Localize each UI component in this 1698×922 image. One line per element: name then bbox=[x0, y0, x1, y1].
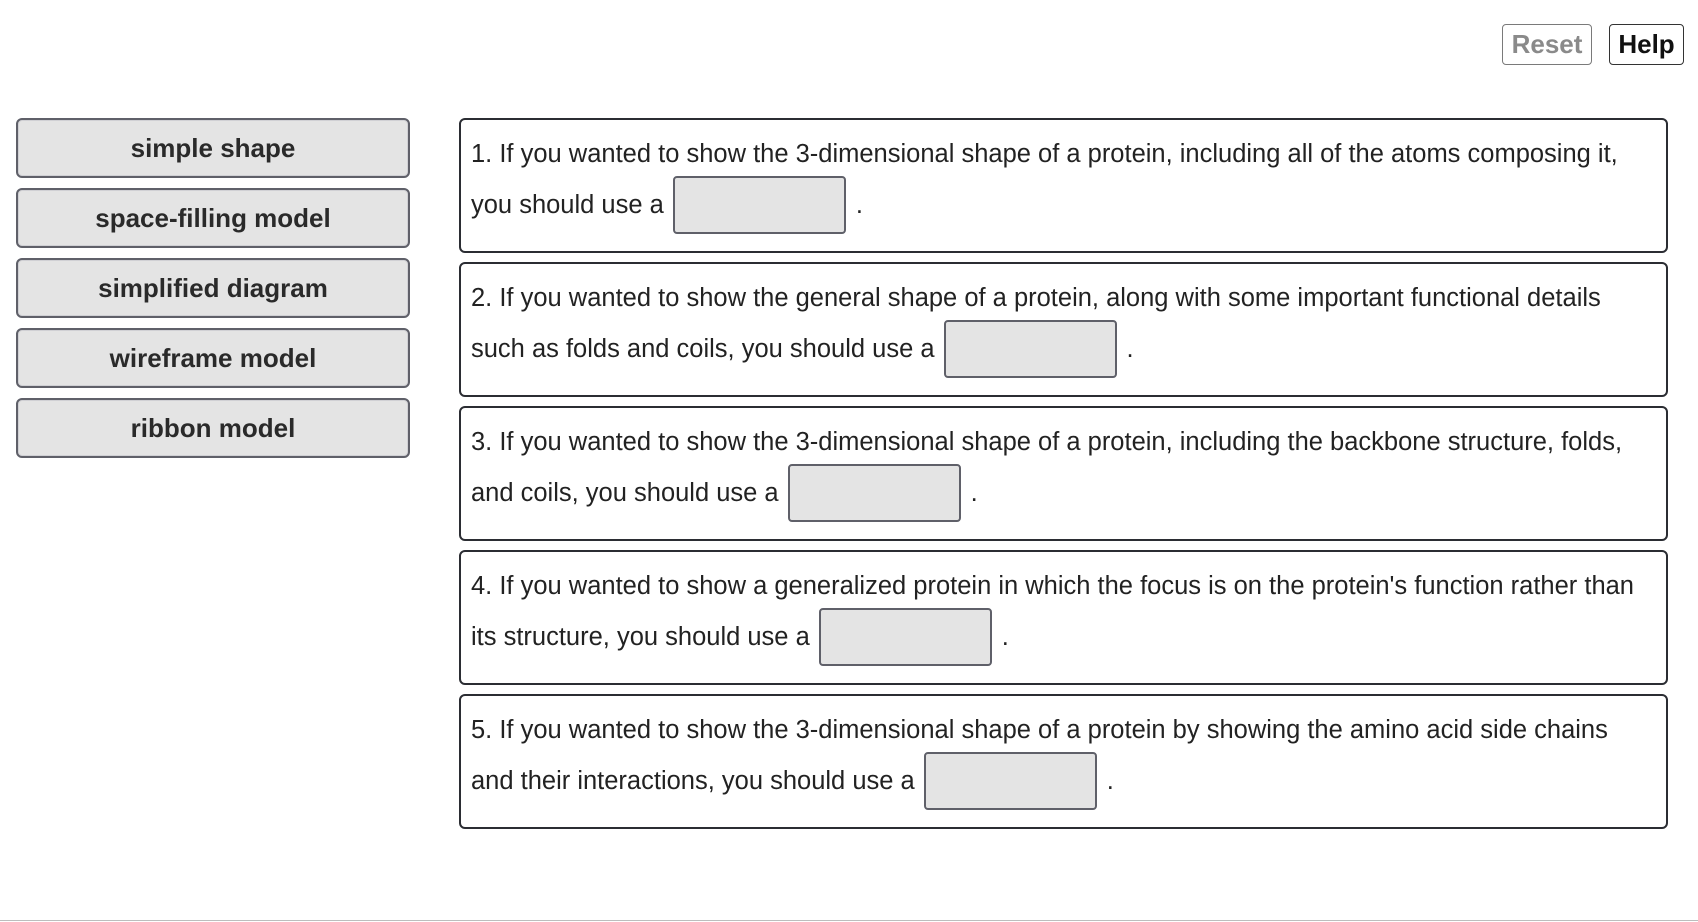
bottom-divider bbox=[0, 920, 1698, 921]
question-5 bbox=[459, 694, 1668, 829]
question-text: and coils, you should use a bbox=[471, 479, 779, 507]
toolbar bbox=[1502, 24, 1684, 65]
sentence-period: . bbox=[855, 191, 863, 219]
drop-target-5[interactable] bbox=[924, 752, 1097, 810]
drop-target-3[interactable] bbox=[788, 464, 961, 522]
question-text: 2. If you wanted to show the general shape of a protein, along with some important functional details bbox=[471, 284, 1601, 312]
question-text: 3. If you wanted to show the 3-dimensional shape of a protein, including the backbone structure, folds, bbox=[471, 428, 1623, 456]
question-text: 4. If you wanted to show a generalized protein in which the focus is on the protein's function rather than bbox=[471, 572, 1634, 600]
question-1 bbox=[459, 118, 1668, 253]
help-button[interactable]: Help bbox=[1609, 24, 1684, 65]
question-text: such as folds and coils, you should use a bbox=[471, 335, 935, 363]
draggable-term-simplified-diagram[interactable]: simplified diagram bbox=[16, 258, 410, 318]
draggable-term-space-filling-model[interactable]: space-filling model bbox=[16, 188, 410, 248]
draggable-term-simple-shape[interactable]: simple shape bbox=[16, 118, 410, 178]
answer-bank bbox=[16, 118, 410, 468]
drop-target-1[interactable] bbox=[673, 176, 846, 234]
reset-button[interactable]: Reset bbox=[1502, 24, 1592, 65]
drop-target-2[interactable] bbox=[944, 320, 1117, 378]
sentence-period: . bbox=[1126, 335, 1134, 363]
sentence-period: . bbox=[1106, 767, 1114, 795]
drop-target-4[interactable] bbox=[819, 608, 992, 666]
draggable-term-ribbon-model[interactable]: ribbon model bbox=[16, 398, 410, 458]
question-4 bbox=[459, 550, 1668, 685]
sentence-period: . bbox=[1001, 623, 1009, 651]
question-3 bbox=[459, 406, 1668, 541]
question-2 bbox=[459, 262, 1668, 397]
question-text: its structure, you should use a bbox=[471, 623, 810, 651]
question-text: and their interactions, you should use a bbox=[471, 767, 915, 795]
question-list bbox=[459, 118, 1668, 838]
question-text: 1. If you wanted to show the 3-dimensional shape of a protein, including all of the atoms composing it, bbox=[471, 140, 1618, 168]
draggable-term-wireframe-model[interactable]: wireframe model bbox=[16, 328, 410, 388]
sentence-period: . bbox=[970, 479, 978, 507]
question-text: you should use a bbox=[471, 191, 664, 219]
question-text: 5. If you wanted to show the 3-dimensional shape of a protein by showing the amino acid side chains bbox=[471, 716, 1608, 744]
